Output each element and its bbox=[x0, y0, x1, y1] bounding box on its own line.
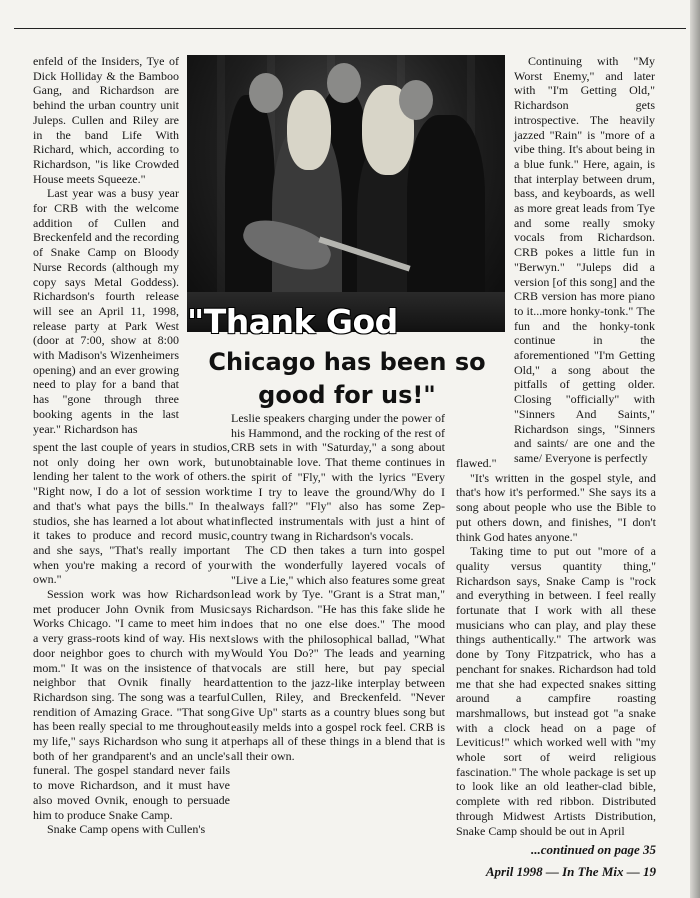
paragraph: enfeld of the Insiders, Tye of Dick Holliday & the Bamboo Gang, and Richardson are behind the urban country unit Juleps. Cullen and Riley are in the band Life With Richard, which, according to Richardson, "is like Crowded House meets Squeeze." bbox=[33, 54, 179, 186]
page-spine-shadow bbox=[690, 0, 700, 898]
paragraph: Taking time to put out "more of a quality versus quantity thing," Richardson says, Snake Camp is "rock and everything in between. I feel really fortunate that I work with all these musicians who can play, and play these things authentically." The artwork was done by Tony Fitzpatrick, who has a penchant for snakes. Richardson had told me that she had expected snakes sitting around a campfire roasting marshmallows, but instead got "a snake with a clock head on a page of Leviticus!" which worked well with "my whole sort of weird religious fascination." The whole package is set up to look like an old leather-clad bible, complete with red ribbon. Distributed through Midwest Artists Distribution, Snake Camp should be out in April bbox=[456, 544, 656, 838]
paragraph: Leslie speakers charging under the power of his Hammond, and the rocking of the rest of CRB sets in with "Saturday," a song about unobtainable love. That theme continues in the spirit of "Fly," with the lyrics "Every time I try to leave the ground/Why do I always fall?" "Fly" also has some Zep-inflected instrumentals with just a hint of country twang in Richardson's vocals. bbox=[231, 411, 445, 543]
column-1-lower bbox=[33, 440, 230, 837]
paragraph: "It's written in the gospel style, and that's how it's performed." She says its a song about people who use the Bible to put others down, and finishes, "I don't think God hates anyone." bbox=[456, 470, 656, 544]
pull-quote-line-2: Chicago has been so good for us!" bbox=[208, 348, 486, 409]
paragraph: Continuing with "My Worst Enemy," and later with "I'm Getting Old," Richardson gets introspective. The heavily jazzed "Rain" is "more of a vibe thing. It's about being in a blue funk." Here, again, is that interplay between drum, bass, and keyboards, as well as more great leads from Tye and some really smoky vocals from Richardson. CRB pokes a little fun in "Berwyn." "Juleps did a version [of this song] and the CRB version has more piano to it...more honky-tonk." The fun and the honky-tonk continue in the aforementioned "I'm Getting Old," a song about the pitfalls of getting older. Closing "officially" with "Sinners And Saints," Richardson sings, "Sinners and saints/ are one and the same/ Everyone is perfectly bbox=[514, 54, 655, 465]
continued-note: ...continued on page 35 bbox=[531, 842, 656, 857]
column-1 bbox=[33, 54, 179, 436]
page-folio: April 1998 — In The Mix — 19 bbox=[485, 864, 656, 879]
column-2 bbox=[231, 411, 445, 764]
column-3 bbox=[514, 54, 655, 466]
paragraph: Session work was how Richardson met producer John Ovnik from Music Works Chicago. "I came to meet him in a very grass-roots kind of way. His next door neighbor goes to church with my mom." It was on the insistence of that neighbor that Ovnik finally heard Richardson sing. The song was a tearful rendition of Amazing Grace. "That song has been really special to me throughout my life," says Richardson who sung it at both of her grandparent's and an uncle's funeral. The gospel standard never fails to move Richardson, and it must have also moved Ovnik, enough to persuade him to produce Snake Camp. bbox=[33, 587, 230, 822]
top-rule bbox=[14, 28, 686, 29]
paragraph: flawed." bbox=[456, 456, 497, 470]
paragraph: Snake Camp opens with Cullen's bbox=[47, 822, 206, 837]
pull-quote-line-1: "Thank God bbox=[187, 302, 398, 341]
paragraph: The CD then takes a turn into gospel with the wonderfully layered vocals of "Live a Lie," which also features some great lead work by Tye. "Grant is a Strat man," says Richardson. "He has this fake slide he does that no one else does." The mood slows with the philosophical ballad, "What Would You Do?" The leads and yearning vocals are still here, but pay special attention to the jazz-like interplay between Cullen, Riley, and Breckenfeld. "Never Give Up" starts as a country blues song but easily melds into a gospel rock feel. CRB is perhaps all of these things in a blend that is all their own. bbox=[231, 543, 445, 764]
paragraph: spent the last couple of years in studios, not only doing her own work, but lending her talent to the work of others. "Right now, I do a lot of session work and that's what pays the bills." In the studios, she has learned a lot about what it takes to produce and record music, and she says, "That's really important when you're making a record of your own." bbox=[33, 440, 230, 587]
column-3-lower bbox=[456, 456, 656, 838]
paragraph: Last year was a busy year for CRB with the welcome addition of Cullen and Breckenfeld and the recording of Snake Camp on Bloody Nurse Records (although my copy says Metal Goddess). Richardson's fourth release will see an April 11, 1998, release party at Park West (door at 7:00, show at 8:00 with Madison's Wizenheimers opening) and an ever growing need to play for a band that has "gone through three booking agents in the last year." Richardson has bbox=[33, 186, 179, 436]
band-photo bbox=[187, 55, 505, 332]
